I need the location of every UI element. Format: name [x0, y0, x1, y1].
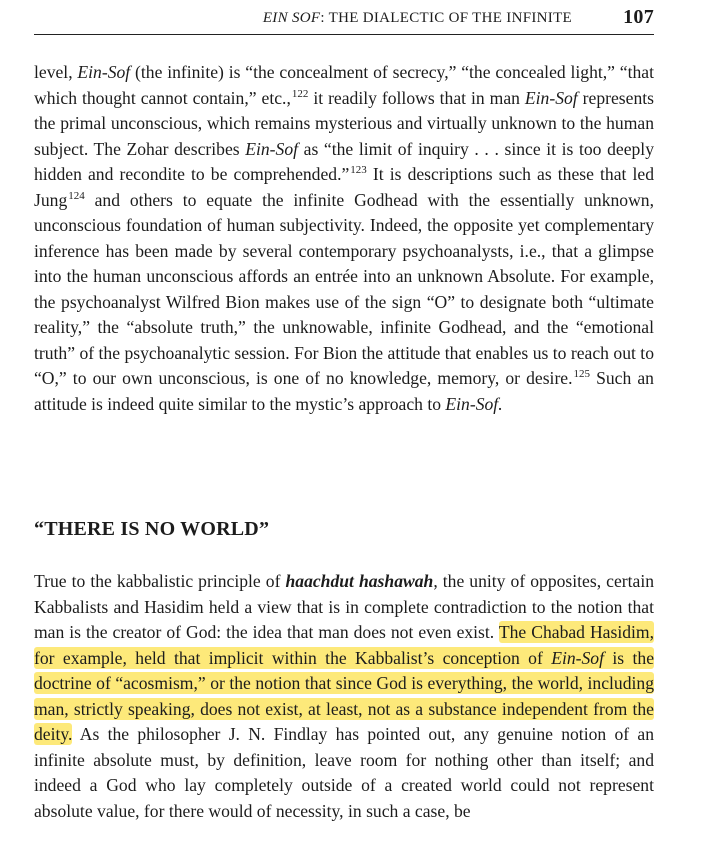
text-run: True to the kabbalistic principle of [34, 571, 286, 591]
footnote-ref-123: 123 [350, 164, 367, 177]
text-run: Such an attitude is indeed quite similar to the mystic’s approach to [34, 368, 654, 414]
text-run: as “the limit of inquiry . . . since it is too deeply hidden and recondite to be comprehended.” [34, 138, 654, 184]
italic-term: Ein-Sof. [445, 393, 503, 414]
footnote-ref-122: 122 [291, 87, 309, 100]
italic-term: Ein-Sof [524, 87, 578, 108]
running-header-title-rest: : THE DIALECTIC OF THE INFINITE [320, 10, 572, 26]
footnote-ref-125: 125 [573, 368, 591, 381]
text-run: It is descriptions such as these that led Jung [34, 164, 655, 210]
text-run: As the philosopher J. N. Findlay has pointed out, any genuine notion of an infinite absolute must, by definition, leave room for nothing other than itself; and indeed a God who lay completely outside of a created world could not represent absolute value, for there would of necessity, in such a case, be [34, 724, 654, 821]
text-run: represents the primal unconscious, which remains mysterious and virtually unknown to the human subject. The Zohar describes [34, 87, 654, 159]
highlighted-text: is the doctrine of “acosmism,” or the notion that since God is everything, the world, including man, strictly speaking, does not exist, at least, not as a substance independent from the deity. [34, 647, 654, 744]
italic-term: Ein-Sof [551, 647, 604, 668]
text-run: level, [34, 62, 78, 82]
body-paragraph-2 [34, 569, 654, 824]
body-paragraph-1 [34, 60, 654, 417]
footnote-ref-124: 124 [68, 189, 85, 202]
bold-italic-term: haachdut hashawah [285, 571, 434, 591]
highlighted-text: The Chabad Hasidim, for example, held that implicit within the Kabbalist’s conception of [34, 622, 654, 668]
italic-term: Ein-Sof [245, 138, 299, 159]
running-header-title [263, 10, 572, 27]
italic-term: Ein-Sof [77, 62, 131, 82]
page-number: 107 [623, 6, 654, 28]
running-header-title-italic: EIN SOF [262, 10, 321, 26]
text-run: and others to equate the infinite Godhead with the essentially unknown, unconscious foundation of human subjectivity. Indeed, the opposite yet complementary inference has been made by several contemporary psychoanalysts, i.e., that a glimpse into the human unconscious affords an entrée into an unknown Absolute. For example, the psychoanalyst Wilfred Bion makes use of the sign “O” to designate both “ultimate reality,” the “absolute truth,” the unknowable, infinite Godhead, and the “emotional truth” of the psychoanalytic session. For Bion the attitude that enables us to reach out to “O,” to our own unconscious, is one of no knowledge, memory, or desire. [34, 189, 654, 388]
text-run: (the infinite) is “the concealment of secrecy,” “the concealed light,” “that which thought cannot contain,” etc., [34, 62, 654, 108]
text-run: it readily follows that in man [308, 87, 525, 108]
section-heading: “THERE IS NO WORLD” [34, 518, 270, 540]
running-header [34, 6, 654, 35]
text-run: , the unity of opposites, certain Kabbalists and Hasidim held a view that is in complete contradiction to the notion that man is the creator of God: the idea that man does not even exist. [34, 571, 654, 642]
